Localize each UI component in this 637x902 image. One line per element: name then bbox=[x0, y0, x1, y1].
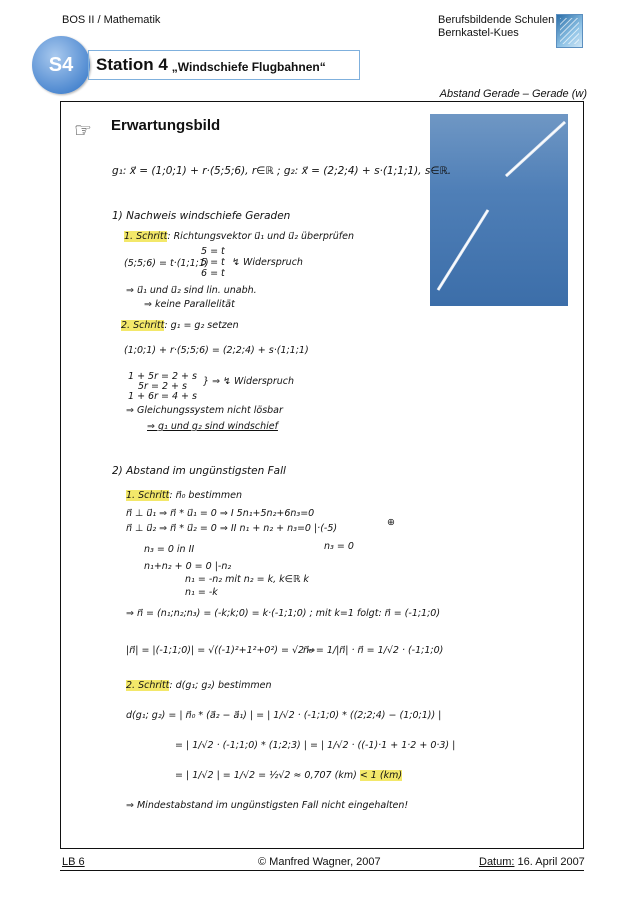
t2-line: = | 1/√2 · (-1;1;0) * (1;2;3) | = | 1/√2 · ((-1)·1 + 1·2 + 0·3) | bbox=[175, 740, 456, 751]
t1-line: n₁+n₂ + 0 = 0 |-n₂ bbox=[144, 561, 232, 572]
footer-date bbox=[479, 856, 585, 868]
school-line-2: Bernkastel-Kues bbox=[438, 27, 519, 39]
given-lines: g₁: x⃗ = (1;0;1) + r·(5;5;6), r∈ℝ ; g₂: x⃗ = (2;2;4) + s·(1;1;1), s∈ℝ. bbox=[112, 165, 452, 177]
step-2-line bbox=[121, 320, 239, 331]
t1-line: n⃗ ⊥ u⃗₁ ⇒ n⃗ * u⃗₁ = 0 ⇒ I 5n₁+5n₂+6n₃=0 bbox=[126, 508, 315, 519]
s2-conclusion: ⇒ Gleichungssystem nicht lösbar bbox=[126, 405, 283, 416]
s1-system: 5 = t bbox=[201, 257, 225, 268]
contradiction-note: ↯ Widerspruch bbox=[232, 257, 303, 268]
step-label: 2. Schritt bbox=[121, 320, 165, 331]
step-label: 2. Schritt bbox=[126, 680, 170, 691]
t2-comparison: < 1 (km) bbox=[359, 770, 403, 781]
step-2-line bbox=[126, 680, 272, 691]
date-label: Datum: bbox=[479, 856, 515, 868]
contrails-photo bbox=[430, 114, 568, 306]
s1-equation: (5;5;6) = t·(1;1;1) bbox=[124, 258, 209, 269]
t1-line: |n⃗| = |(-1;1;0)| = √((-1)²+1²+0²) = √2 ⇒ bbox=[126, 645, 316, 656]
s2-equation: (1;0;1) + r·(5;5;6) = (2;2;4) + s·(1;1;1) bbox=[124, 345, 309, 356]
normal-unit-vector: n⃗₀ = 1/|n⃗| · n⃗ = 1/√2 · (-1;1;0) bbox=[303, 645, 444, 656]
t1-line: n₃ = 0 in II bbox=[144, 544, 195, 555]
s2-system: 5r = 2 + s bbox=[138, 381, 187, 392]
section-title: Erwartungsbild bbox=[111, 117, 221, 134]
title-box bbox=[88, 50, 360, 80]
t1-line: n₁ = -n₂ mit n₂ = k, k∈ℝ k bbox=[185, 574, 309, 585]
course-label: BOS II / Mathematik bbox=[62, 14, 161, 26]
step-label: 1. Schritt bbox=[126, 490, 170, 501]
s1-conclusion: ⇒ u⃗₁ und u⃗₂ sind lin. unabh. bbox=[126, 285, 257, 296]
s1-conclusion: ⇒ keine Parallelität bbox=[144, 299, 235, 310]
footer-lb: LB 6 bbox=[62, 856, 85, 868]
step-1-line bbox=[124, 231, 354, 242]
footer-divider bbox=[60, 870, 584, 871]
footer-copyright: © Manfred Wagner, 2007 bbox=[258, 856, 381, 868]
school-logo bbox=[556, 14, 583, 48]
s2-system: 1 + 5r = 2 + s bbox=[128, 371, 197, 382]
school-name bbox=[438, 14, 554, 40]
s1-system: 6 = t bbox=[201, 268, 225, 279]
topic-label: Abstand Gerade – Gerade (w) bbox=[439, 88, 587, 100]
part-1-heading: 1) Nachweis windschiefe Geraden bbox=[112, 210, 291, 222]
t2-line: d(g₁; g₂) = | n⃗₀ * (a⃗₂ − a⃗₁) | = | 1/√2 · (-1;1;0) * ((2;2;4) − (1;0;1)) | bbox=[126, 710, 442, 721]
final-conclusion: ⇒ Mindestabstand im ungünstigsten Fall nicht eingehalten! bbox=[126, 800, 409, 811]
circle-plus-mark: ⊕ bbox=[387, 517, 395, 528]
step-label: 1. Schritt bbox=[124, 231, 168, 242]
t2-line bbox=[175, 770, 402, 781]
page-subtitle: „Windschiefe Flugbahnen“ bbox=[171, 59, 326, 74]
station-badge: S4 bbox=[32, 36, 90, 94]
contradiction-note: } ⇒ ↯ Widerspruch bbox=[203, 376, 294, 387]
school-line-1: Berufsbildende Schulen bbox=[438, 14, 555, 26]
t1-line: ⇒ n⃗ = (n₁;n₂;n₃) = (-k;k;0) = k·(-1;1;0) ; mit k=1 folgt: n⃗ = (-1;1;0) bbox=[126, 608, 441, 619]
step-text: : Richtungsvektor u⃗₁ und u⃗₂ überprüfen bbox=[167, 231, 355, 242]
t1-line: n₃ = 0 bbox=[324, 541, 354, 552]
pointing-hand-icon: ☞ bbox=[74, 120, 92, 142]
t1-line: n⃗ ⊥ u⃗₂ ⇒ n⃗ * u⃗₂ = 0 ⇒ II n₁ + n₂ + n₃=0 |·(-5) bbox=[126, 523, 338, 534]
t2-result: = | 1/√2 | = 1/√2 = ½√2 ≈ 0,707 (km) bbox=[175, 770, 357, 781]
s1-system: 5 = t bbox=[201, 246, 225, 257]
step-text: : d(g₁; g₂) bestimmen bbox=[169, 680, 272, 691]
s2-conclusion: ⇒ g₁ und g₂ sind windschief bbox=[147, 421, 278, 432]
t1-line: n₁ = -k bbox=[185, 587, 218, 598]
s2-system: 1 + 6r = 4 + s bbox=[128, 391, 197, 402]
step-1-line bbox=[126, 490, 242, 501]
step-text: : n⃗₀ bestimmen bbox=[169, 490, 242, 501]
date-value: 16. April 2007 bbox=[517, 856, 585, 868]
step-text: : g₁ = g₂ setzen bbox=[164, 320, 239, 331]
part-2-heading: 2) Abstand im ungünstigsten Fall bbox=[112, 465, 286, 477]
page-title: Station 4 bbox=[96, 55, 168, 74]
